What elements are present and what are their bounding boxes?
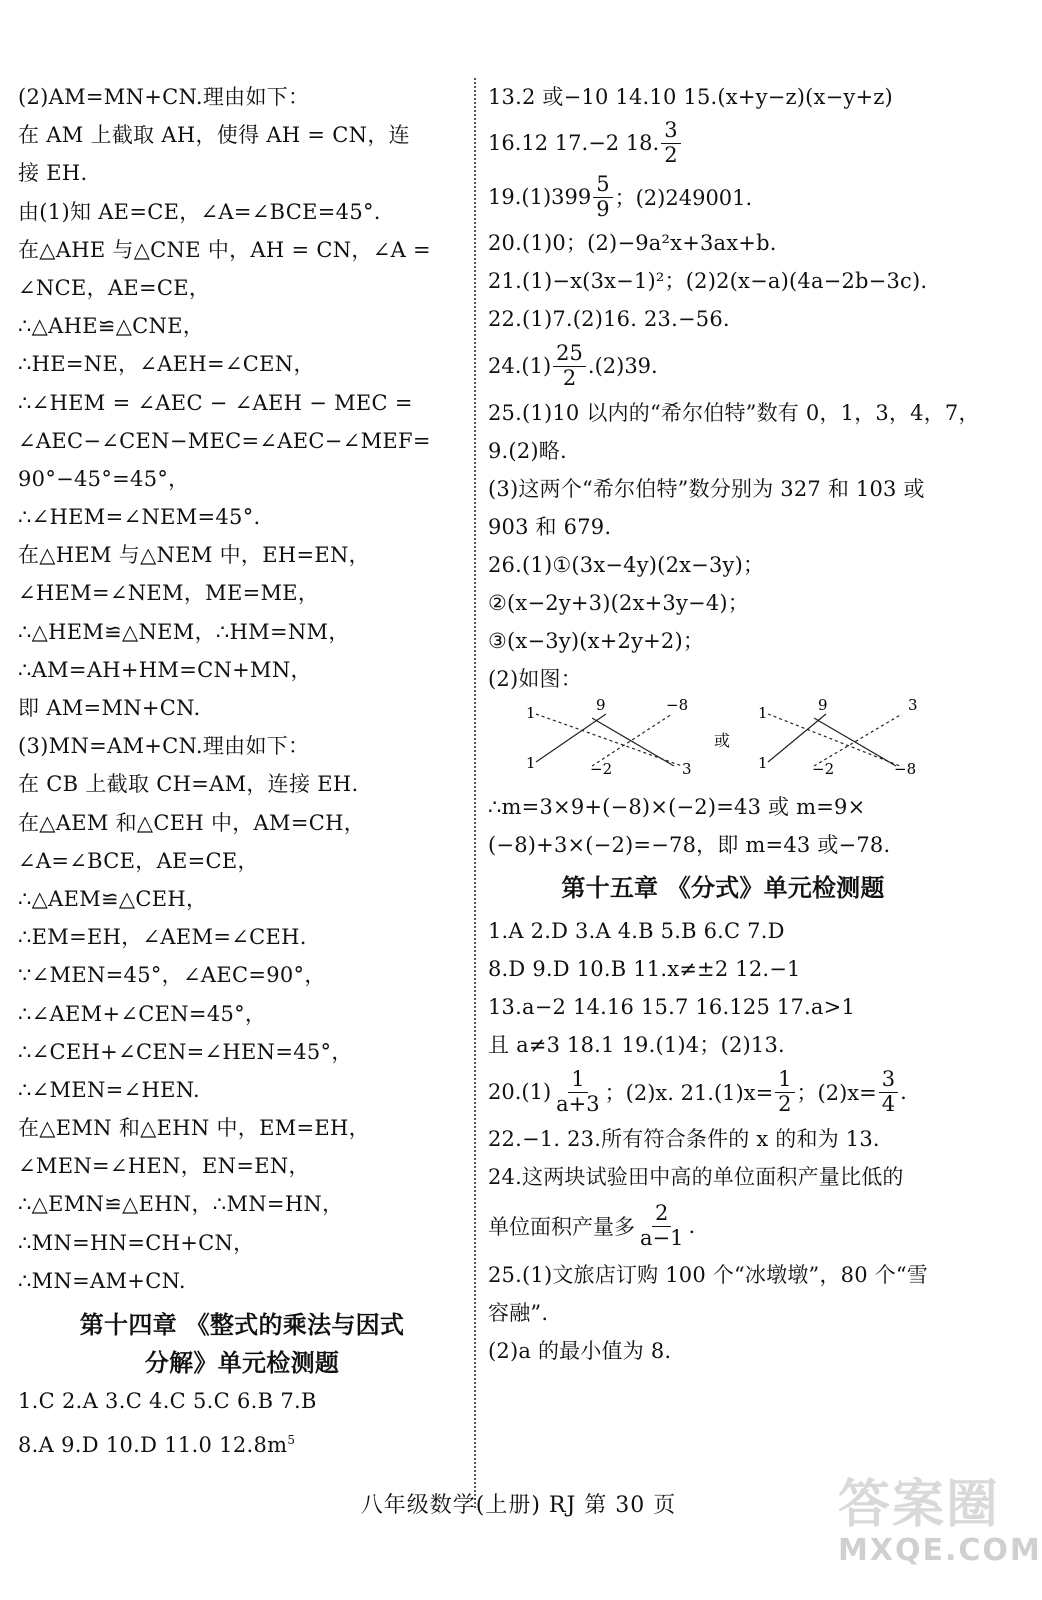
answer-line: 24.这两块试验田中高的单位面积产量比低的 <box>488 1165 904 1189</box>
answer-line: 20.(1)0；(2)−9a²x+3ax+b. <box>488 231 777 255</box>
answer-line: ∴m=3×9+(−8)×(−2)=43 或 m=9× <box>488 795 866 819</box>
answer-line: 26.(1)①(3x−4y)(2x−3y)； <box>488 553 765 577</box>
diagram-left-top-right: −8 <box>666 696 689 714</box>
watermark-site: MXQE.COM <box>838 1533 1042 1568</box>
proof-line: 在 AM 上截取 AH，使得 AH = CN，连 <box>18 123 410 148</box>
proof-line: 在△EMN 和△EHN 中，EM=EH， <box>18 1116 370 1141</box>
diagram-left-bottom-right: 3 <box>682 760 692 778</box>
proof-line: 接 EH. <box>18 161 88 186</box>
diagram-left-bottom-mid: −2 <box>590 760 613 778</box>
fraction: $\frac{1}{2}$ <box>775 1068 794 1115</box>
watermark-mark: 答案圈 <box>838 1475 1001 1535</box>
fraction: $\frac{1}{a+3}$ <box>556 1067 600 1116</box>
proof-line: 即 AM=MN+CN. <box>18 696 201 720</box>
proof-line: ∴∠AEM+∠CEN=45°， <box>18 1001 267 1026</box>
diagram-right-top-mid: 9 <box>818 696 828 714</box>
answer-line: 25.(1)文旅店订购 100 个“冰墩墩”，80 个“雪 <box>488 1263 928 1287</box>
diagram-left-bottom-left: 1 <box>526 754 536 772</box>
answer-line: 21.(1)−x(3x−1)²；(2)2(x−a)(4a−2b−3c). <box>488 269 928 293</box>
proof-text <box>18 78 466 1300</box>
chapter15-title: 第十五章 《分式》单元检测题 <box>561 874 885 902</box>
answer-line: 20.(1) $\frac{1}{a+3}$ ；(2)x. 21.(1)x= $\frac{1}{2}$ ；(2)x= $\frac{3}{4}$ . <box>488 1067 907 1116</box>
proof-line: ∠MEN=∠HEN，EN=EN， <box>18 1154 310 1179</box>
fraction: $\frac{2}{a-1}$ <box>640 1201 684 1250</box>
chapter14-answers-row2: 8.A 9.D 10.D 11.0 $12.8m^5$ <box>18 1432 296 1457</box>
proof-line: (3)MN=AM+CN.理由如下： <box>18 734 310 759</box>
proof-line: ∴∠CEH+∠CEN=∠HEN=45°， <box>18 1039 353 1064</box>
diagram-right-top-left: 1 <box>758 704 768 722</box>
column-divider <box>474 78 476 1508</box>
answer-line: (−8)+3×(−2)=−78，即 m=43 或−78. <box>488 833 891 857</box>
proof-line: ∠AEC−∠CEN−MEC=∠AEC−∠MEF= <box>18 428 431 453</box>
chapter14-title-line2: 分解》单元检测题 <box>144 1349 340 1378</box>
answer-line: (2)a 的最小值为 8. <box>488 1339 672 1363</box>
diagram-left-top-mid: 9 <box>596 696 606 714</box>
proof-line: ∵∠MEN=45°，∠AEC=90°， <box>18 963 326 988</box>
proof-line: ∠A=∠BCE，AE=CE， <box>18 848 259 873</box>
answer-line: ②(x−2y+3)(2x+3y−4)； <box>488 591 749 615</box>
proof-line: ∴△HEM≌△NEM，∴HM=NM， <box>18 619 350 644</box>
answer-line: 903 和 679. <box>488 515 612 539</box>
proof-line: ∴△AHE≌△CNE， <box>18 314 205 339</box>
fraction: $\frac{5}{9}$ <box>593 173 612 220</box>
proof-line: ∴MN=HN=CH+CN， <box>18 1230 255 1255</box>
answer-line: ③(x−3y)(x+2y+2)； <box>488 629 705 653</box>
page-footer: 八年级数学(上册) RJ 第 30 页 <box>360 1493 677 1518</box>
answer-line: 19.(1)399 $\frac{5}{9}$ ；(2)249001. <box>488 172 753 221</box>
answer-line: 22.−1. 23.所有符合条件的 x 的和为 13. <box>488 1127 880 1151</box>
diagram-right-bottom-mid: −2 <box>812 760 835 778</box>
answer-line: 1.A 2.D 3.A 4.B 5.B 6.C 7.D <box>488 919 785 943</box>
proof-line: ∴△AEM≌△CEH， <box>18 886 208 911</box>
answer-line: 且 a≠3 18.1 19.(1)4；(2)13. <box>488 1033 785 1057</box>
right-column <box>488 78 980 1370</box>
proof-line: 90°−45°=45°， <box>18 466 190 491</box>
proof-line: ∴∠HEM = ∠AEC − ∠AEH − MEC = <box>18 390 413 415</box>
proof-line: ∠NCE，AE=CE， <box>18 275 211 300</box>
chapter14-title-line1: 第十四章 《整式的乘法与因式 <box>79 1311 405 1339</box>
answer-line: 单位面积产量多 $\frac{2}{a-1}$ . <box>488 1201 696 1250</box>
proof-line: 在△AHE 与△CNE 中，AH = CN，∠A = <box>18 237 431 262</box>
fraction: $\frac{3}{4}$ <box>879 1068 898 1115</box>
diagram-right <box>758 696 918 778</box>
proof-line: ∴AM=AH+HM=CN+MN， <box>18 657 312 682</box>
answer-line: 25.(1)10 以内的“希尔伯特”数有 0，1，3，4，7， <box>488 401 980 425</box>
proof-line: ∴EM=EH，∠AEM=∠CEH. <box>18 925 307 950</box>
proof-line: 在△AEM 和△CEH 中，AM=CH， <box>18 810 366 835</box>
diagram-or: 或 <box>714 731 731 750</box>
diagram-left <box>526 696 692 778</box>
cross-multiplication-diagram <box>496 696 918 782</box>
proof-line: ∴HE=NE，∠AEH=∠CEN， <box>18 352 315 377</box>
answer-line: 16.12 17.−2 18. $\frac{3}{2}$ <box>488 116 958 170</box>
answer-line: 8.D 9.D 10.B 11.x≠±2 12.−1 <box>488 957 801 981</box>
proof-line: ∴△EMN≌△EHN，∴MN=HN， <box>18 1192 344 1217</box>
answer-line: 24.(1) $\frac{25}{2}$ .(2)39. <box>488 341 658 390</box>
diagram-right-bottom-left: 1 <box>758 754 768 772</box>
fraction: $\frac{3}{2}$ <box>661 119 680 166</box>
diagram-left-top-left: 1 <box>526 704 536 722</box>
answer-line: (2)如图： <box>488 667 582 691</box>
answer-line: 容融”. <box>488 1301 549 1325</box>
diagram-right-bottom-right: −8 <box>894 760 917 778</box>
answer-line: (3)这两个“希尔伯特”数分别为 327 和 103 或 <box>488 477 925 501</box>
diagram-right-top-right: 3 <box>908 696 918 714</box>
proof-line: 在 CB 上截取 CH=AM，连接 EH. <box>18 772 359 797</box>
answer-line: 13.2 或−10 14.10 15.(x+y−z)(x−y+z) <box>488 85 893 109</box>
proof-line: ∴∠HEM=∠NEM=45°. <box>18 505 261 530</box>
answer-line: 9.(2)略. <box>488 439 567 463</box>
proof-line: ∴MN=AM+CN. <box>18 1268 186 1293</box>
answer-line: 22.(1)7.(2)16. 23.−56. <box>488 307 730 331</box>
proof-line: 在△HEM 与△NEM 中，EH=EN， <box>18 543 370 568</box>
watermark-logo <box>838 1462 1042 1592</box>
answer-line: 13.a−2 14.16 15.7 16.125 17.a>1 <box>488 995 856 1019</box>
proof-line: (2)AM=MN+CN.理由如下： <box>18 85 310 109</box>
proof-line: ∴∠MEN=∠HEN. <box>18 1077 201 1102</box>
left-column <box>18 78 466 1459</box>
proof-line: ∠HEM=∠NEM，ME=ME， <box>18 581 320 606</box>
chapter14-answers-row1: 1.C 2.A 3.C 4.C 5.C 6.B 7.B <box>18 1389 317 1414</box>
fraction: $\frac{25}{2}$ <box>553 342 586 389</box>
proof-line: 由(1)知 AE=CE，∠A=∠BCE=45°. <box>18 199 381 224</box>
